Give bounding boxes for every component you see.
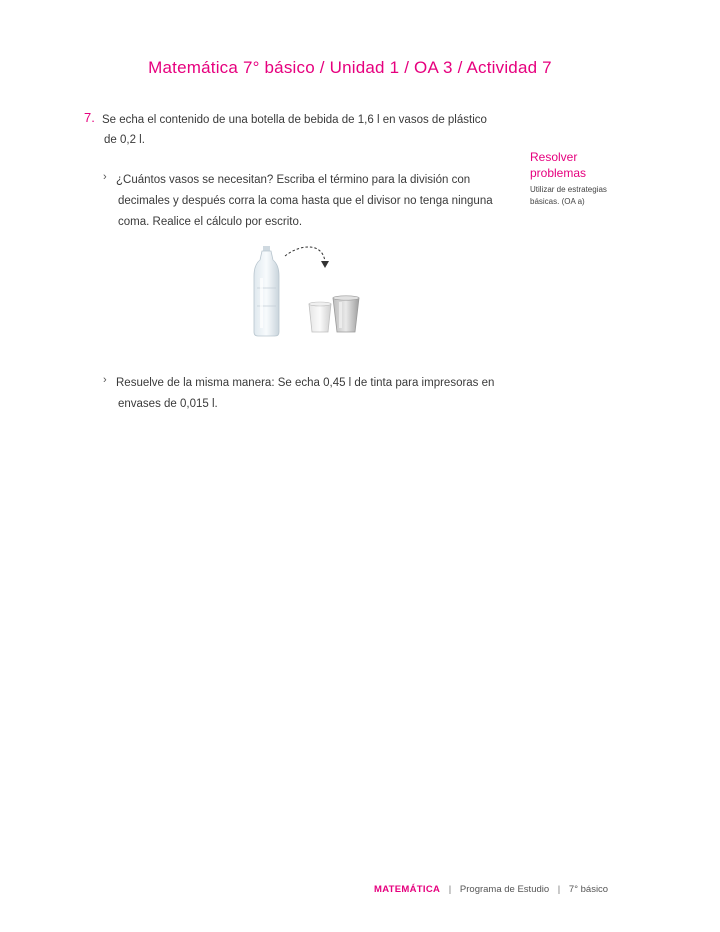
bullet-item-1	[116, 170, 506, 233]
bullet-item-2	[116, 373, 508, 415]
question-number: 7.	[84, 110, 95, 125]
sidebar-skill-description	[530, 184, 607, 208]
footer-separator: |	[448, 884, 452, 895]
bottle-and-cups-icon	[245, 236, 375, 340]
footer-program: Programa de Estudio	[459, 884, 550, 895]
sidebar-skill-title	[530, 149, 586, 181]
sidebar-title-line2: problemas	[530, 166, 587, 180]
cup-icon	[333, 296, 359, 332]
cup-icon	[309, 302, 331, 332]
bullet-marker-icon: ›	[103, 374, 107, 386]
bullet-1-line1: ¿Cuántos vasos se necesitan? Escriba el término para la división con	[116, 174, 471, 186]
sidebar-sub-line1: Utilizar de estrategias	[530, 185, 607, 194]
page-footer	[374, 884, 608, 895]
bullet-1-line3: coma. Realice el cálculo por escrito.	[118, 216, 303, 228]
footer-subject: MATEMÁTICA	[374, 884, 441, 895]
arrow-icon	[285, 247, 325, 262]
sidebar-title-line1: Resolver	[530, 150, 578, 164]
bullet-2-line1: Resuelve de la misma manera: Se echa 0,45 l de tinta para impresoras en	[116, 377, 495, 389]
footer-grade: 7° básico	[568, 884, 609, 895]
bottle-icon	[254, 246, 279, 336]
page-title: Matemática 7° básico / Unidad 1 / OA 3 / Actividad 7	[148, 58, 552, 77]
bullet-marker-icon: ›	[103, 171, 107, 183]
bullet-2-line2: envases de 0,015 l.	[118, 398, 218, 410]
bullet-1-line2: decimales y después corra la coma hasta que el divisor no tenga ninguna	[118, 195, 493, 207]
footer-separator: |	[557, 884, 561, 895]
question-text	[102, 110, 502, 150]
sidebar-sub-line2: básicas. (OA a)	[530, 197, 585, 206]
question-text-line2: de 0,2 l.	[104, 134, 145, 146]
question-text-line1: Se echa el contenido de una botella de bebida de 1,6 l en vasos de plástico	[102, 114, 487, 126]
